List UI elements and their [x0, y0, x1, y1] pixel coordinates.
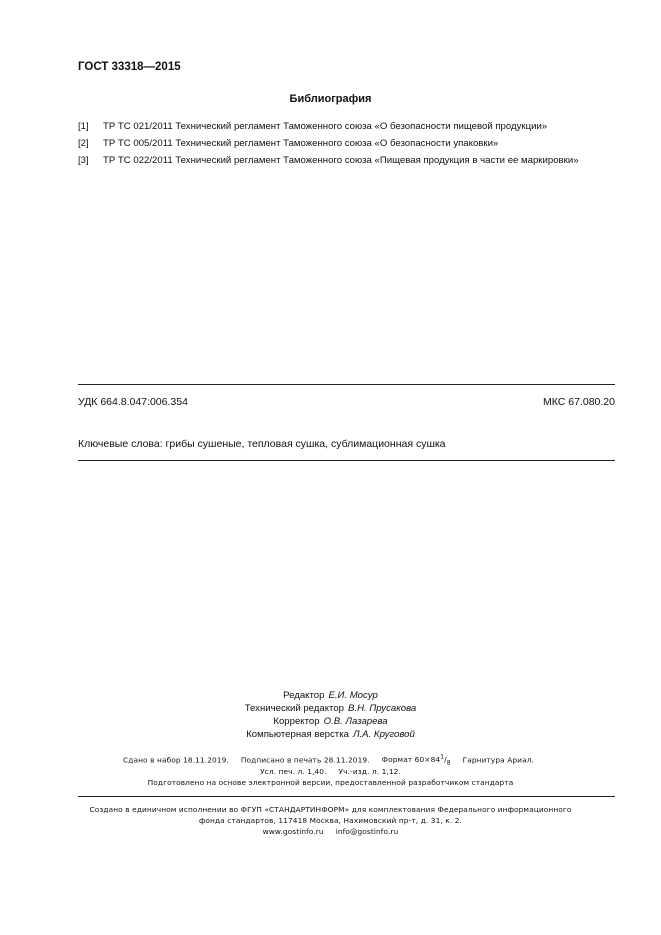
imprint-signed: Подписано в печать 28.11.2019. [240, 755, 370, 765]
bibliography-item-text: ТР ТС 005/2011 Технический регламент Таможенного союза «О безопасности упаковки» [103, 138, 499, 149]
staff-line [0, 690, 661, 701]
divider [78, 460, 615, 461]
bibliography-item-number: [1] [78, 121, 89, 132]
imprint-print-sheets: Усл. печ. л. 1,40. [260, 767, 327, 776]
divider [78, 796, 615, 797]
bibliography-item-text: ТР ТС 021/2011 Технический регламент Таможенного союза «О безопасности пищевой продукции» [103, 121, 548, 132]
divider [78, 384, 615, 385]
imprint-line [0, 754, 659, 767]
imprint-typeface: Гарнитура Ариал. [462, 755, 534, 765]
imprint-pub-sheets: Уч.-изд. л. 1,12. [338, 767, 401, 776]
staff-role: Корректор [273, 716, 320, 727]
mks-code: МКС 67.080.20 [543, 396, 615, 408]
staff-line [0, 703, 661, 714]
staff-name: Л.А. Круговой [352, 729, 415, 740]
bibliography-item [78, 121, 547, 132]
footer-line: фонда стандартов, 117418 Москва, Нахимовский пр-т, д. 31, к. 2. [199, 816, 462, 825]
bibliography-item-text: ТР ТС 022/2011 Технический регламент Таможенного союза «Пищевая продукция в части ее маркировки» [103, 155, 579, 166]
staff-role: Редактор [283, 690, 325, 701]
imprint-line [0, 767, 661, 776]
footer-contacts [0, 827, 661, 836]
staff-role: Компьютерная верстка [246, 729, 349, 740]
staff-name: Е.И. Мосур [328, 690, 378, 701]
footer-line: Создано в единичном исполнении во ФГУП «СТАНДАРТИНФОРМ» для комплектования Федерального информационного [89, 805, 572, 814]
bibliography-item-number: [2] [78, 138, 89, 149]
bibliography-title: Библиография [289, 93, 372, 105]
bibliography-item [78, 155, 579, 166]
website-link[interactable]: www.gostinfo.ru [262, 827, 324, 836]
staff-line [0, 716, 661, 727]
bibliography-item [78, 138, 498, 149]
imprint-sent: Сдано в набор 18.11.2019. [123, 755, 229, 765]
staff-name: О.В. Лазарева [323, 716, 388, 727]
standard-code: ГОСТ 33318—2015 [78, 61, 181, 73]
keywords: Ключевые слова: грибы сушеные, тепловая сушка, сублимационная сушка [78, 438, 446, 450]
imprint-format: Формат $60\times 84^1/_8$ [381, 754, 451, 767]
staff-role: Технический редактор [244, 703, 345, 714]
staff-line [0, 729, 661, 740]
imprint-prepared: Подготовлено на основе электронной версии, предоставленной разработчиком стандарта [147, 778, 514, 787]
email-link[interactable]: info@gostinfo.ru [335, 827, 399, 836]
staff-name: В.Н. Прусакова [348, 703, 417, 714]
udk-code: УДК 664.8.047:006.354 [78, 396, 188, 408]
bibliography-item-number: [3] [78, 155, 89, 166]
